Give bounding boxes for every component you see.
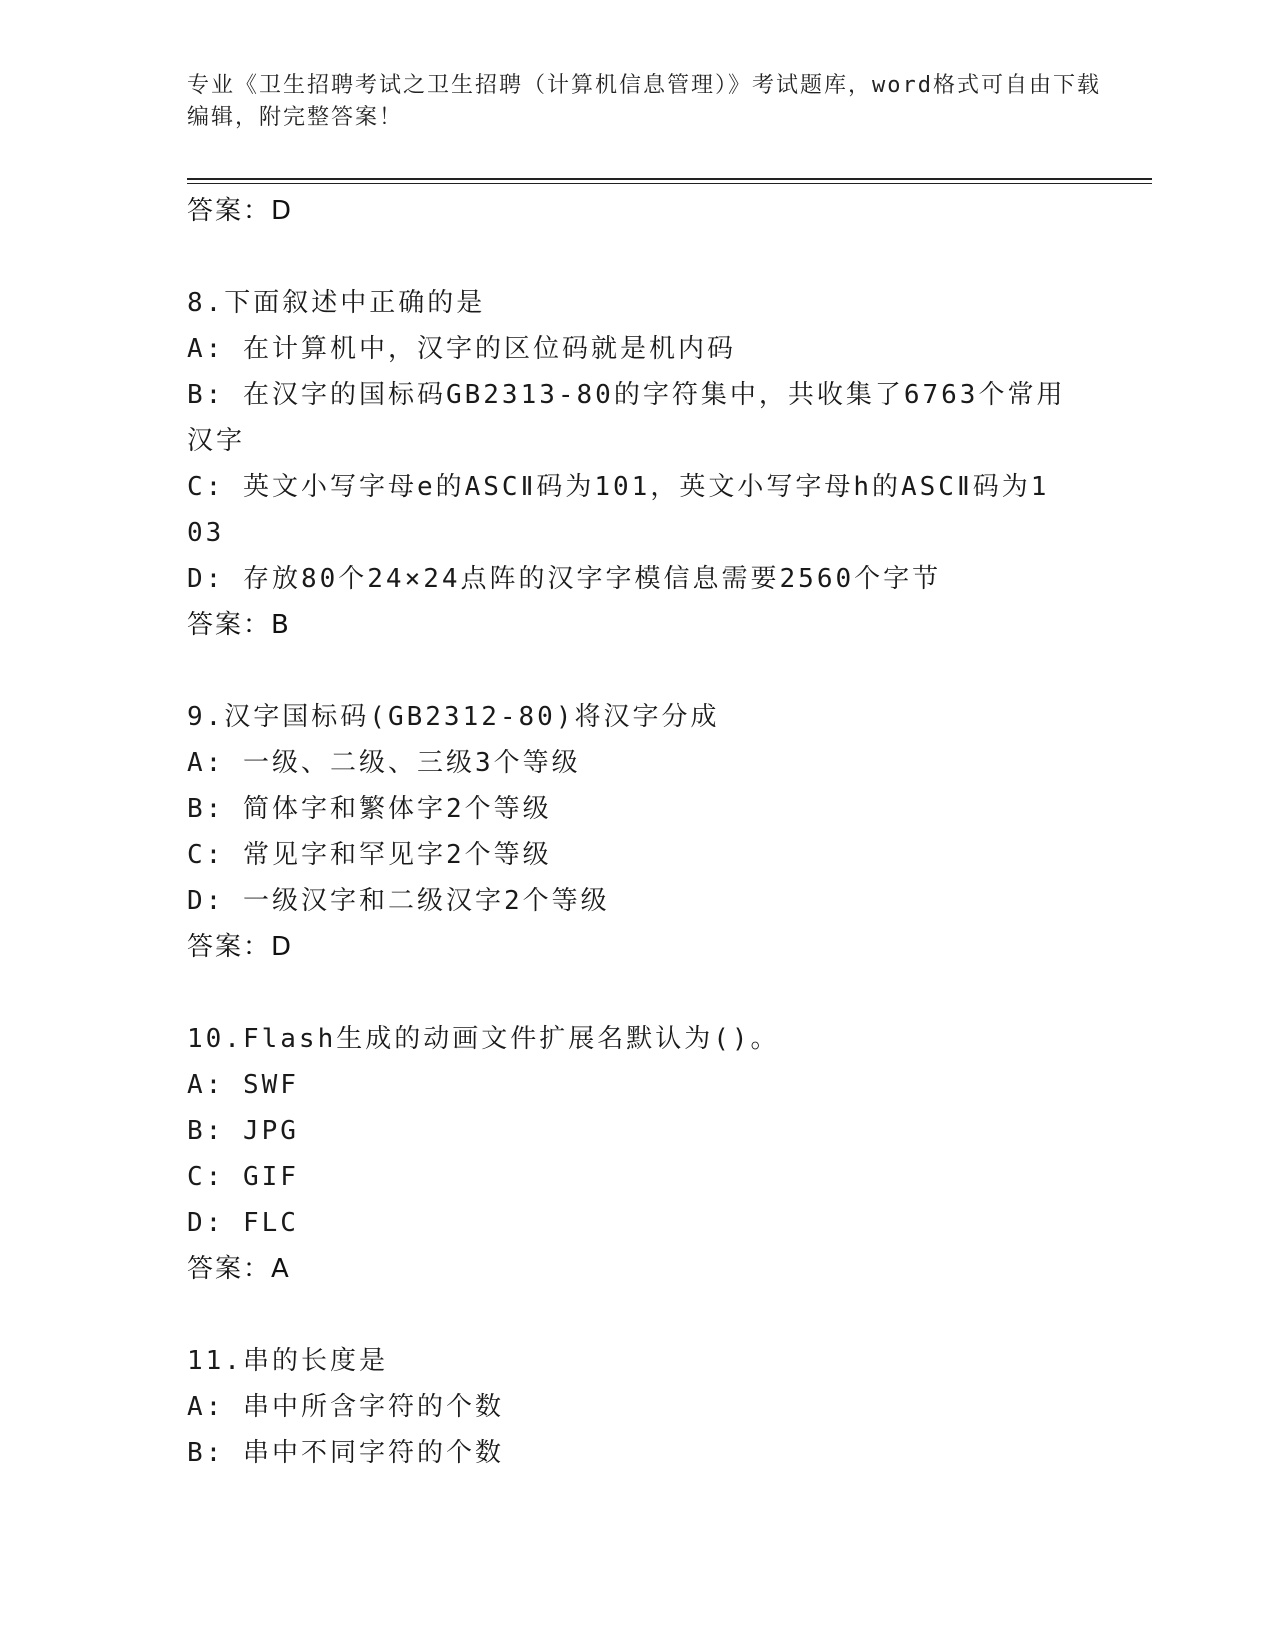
answer-line: 答案：D: [187, 932, 294, 962]
option-a: A: 串中所含字符的个数: [187, 1392, 504, 1422]
option-a: A: SWF: [187, 1070, 299, 1100]
question-list: [187, 188, 1067, 1476]
spacer: [187, 648, 1067, 694]
spacer: [187, 1292, 1067, 1338]
option-b: B: 在汉字的国标码GB2313-80的字符集中，共收集了6763个常用汉字: [187, 380, 1066, 456]
question-stem: 9.汉字国标码(GB2312-80)将汉字分成: [187, 702, 720, 732]
option-a: A: 在计算机中，汉字的区位码就是机内码: [187, 334, 736, 364]
answer-line: 答案：B: [187, 610, 291, 640]
answer-line: 答案：D: [187, 196, 294, 226]
header-divider: [187, 178, 1152, 180]
question-stem: 8.下面叙述中正确的是: [187, 288, 486, 318]
question-stem: 10.Flash生成的动画文件扩展名默认为()。: [187, 1024, 780, 1054]
option-c: C: GIF: [187, 1162, 299, 1192]
option-b: B: 简体字和繁体字2个等级: [187, 794, 552, 824]
option-b: B: JPG: [187, 1116, 299, 1146]
spacer: [187, 970, 1067, 1016]
option-b: B: 串中不同字符的个数: [187, 1438, 504, 1468]
option-d: D: 一级汉字和二级汉字2个等级: [187, 886, 610, 916]
option-a: A: 一级、二级、三级3个等级: [187, 748, 581, 778]
option-c: C: 英文小写字母e的ASCⅡ码为101，英文小写字母h的ASCⅡ码为103: [187, 472, 1050, 548]
option-c: C: 常见字和罕见字2个等级: [187, 840, 552, 870]
option-d: D: FLC: [187, 1208, 299, 1238]
header-divider-thin: [187, 183, 1152, 184]
option-d: D: 存放80个24×24点阵的汉字字模信息需要2560个字节: [187, 564, 942, 594]
question-stem: 11.串的长度是: [187, 1346, 388, 1376]
document-header: 专业《卫生招聘考试之卫生招聘（计算机信息管理）》考试题库，word格式可自由下载编辑，附完整答案！: [187, 73, 1101, 130]
spacer: [187, 234, 1067, 280]
answer-line: 答案：A: [187, 1254, 291, 1284]
